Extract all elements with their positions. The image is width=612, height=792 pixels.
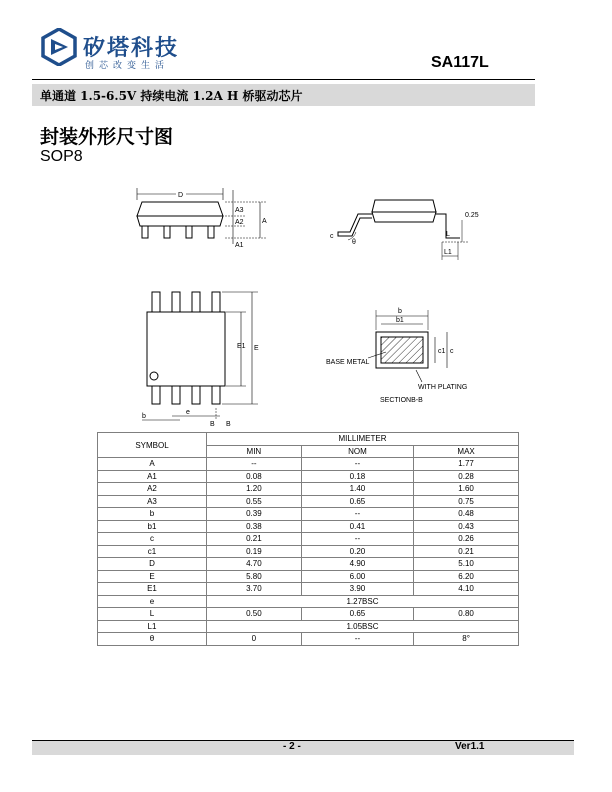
version-label: Ver1.1 (455, 741, 485, 752)
symbol-cell: E1 (98, 583, 207, 596)
top-view-drawing (128, 290, 278, 430)
nom-cell: -- (301, 508, 413, 521)
table-row (98, 533, 519, 546)
max-cell: 0.80 (414, 608, 519, 621)
table-row (98, 620, 519, 633)
company-logo (40, 28, 78, 66)
table-row (98, 595, 519, 608)
label-B-right: B (226, 421, 231, 428)
table-row (98, 608, 519, 621)
min-cell: 3.70 (207, 583, 302, 596)
dimension-table-body (98, 458, 519, 646)
table-row (98, 545, 519, 558)
nom-cell: -- (301, 533, 413, 546)
symbol-cell: e (98, 595, 207, 608)
max-cell: 0.28 (414, 470, 519, 483)
label-D: D (178, 192, 184, 199)
side-lead (164, 226, 170, 238)
section-title: 封装外形尺寸图 (40, 126, 174, 148)
label-B-left: B (210, 421, 215, 428)
end-lead-left (338, 214, 372, 236)
label-L: L (446, 231, 450, 238)
bsc-cell: 1.27BSC (207, 595, 519, 608)
side-lead (186, 226, 192, 238)
nom-cell: -- (301, 458, 413, 471)
nom-cell: 1.40 (301, 483, 413, 496)
col-min-header: MIN (207, 445, 302, 458)
max-cell: 5.10 (414, 558, 519, 571)
unit-header: MILLIMETER (207, 433, 519, 446)
min-cell: 0.19 (207, 545, 302, 558)
nom-cell: 0.65 (301, 495, 413, 508)
min-cell: 0.50 (207, 608, 302, 621)
label-base-metal: BASE METAL (326, 359, 370, 366)
base-metal (381, 337, 423, 363)
table-row (98, 583, 519, 596)
min-cell: 0.39 (207, 508, 302, 521)
label-section-c: c (450, 348, 454, 355)
symbol-cell: c (98, 533, 207, 546)
nom-cell: 0.18 (301, 470, 413, 483)
max-cell: 0.21 (414, 545, 519, 558)
side-lead (208, 226, 214, 238)
max-cell: 6.20 (414, 570, 519, 583)
side-view-drawing (128, 182, 278, 254)
table-row (98, 558, 519, 571)
company-name: 矽塔科技 (83, 36, 180, 61)
footer-bar (32, 740, 574, 755)
table-row (98, 470, 519, 483)
col-nom-header: NOM (301, 445, 413, 458)
header-divider (32, 79, 535, 80)
label-section-name: SECTIONB-B (380, 397, 423, 404)
symbol-cell: c1 (98, 545, 207, 558)
company-slogan: 创芯改变生活 (85, 61, 170, 71)
symbol-header: SYMBOL (98, 433, 207, 458)
package-name: SOP8 (40, 148, 83, 165)
nom-cell: 6.00 (301, 570, 413, 583)
end-view-drawing (328, 190, 488, 262)
symbol-cell: L1 (98, 620, 207, 633)
table-row (98, 495, 519, 508)
min-cell: -- (207, 458, 302, 471)
max-cell: 1.60 (414, 483, 519, 496)
table-row (98, 520, 519, 533)
page-number: - 2 - (283, 741, 301, 752)
label-c1: c1 (438, 348, 446, 355)
symbol-cell: θ (98, 633, 207, 646)
min-cell: 0.08 (207, 470, 302, 483)
table-row (98, 633, 519, 646)
label-b: b (142, 413, 146, 420)
symbol-cell: A1 (98, 470, 207, 483)
nom-cell: -- (301, 633, 413, 646)
symbol-cell: A (98, 458, 207, 471)
nom-cell: 0.20 (301, 545, 413, 558)
table-row (98, 483, 519, 496)
min-cell: 1.20 (207, 483, 302, 496)
label-A1: A1 (235, 242, 244, 249)
doc-subtitle: 单通道 1.5-6.5V 持续电流 1.2A H 桥驱动芯片 (40, 89, 303, 103)
symbol-cell: b (98, 508, 207, 521)
pin1-marker (150, 372, 158, 380)
max-cell: 0.26 (414, 533, 519, 546)
min-cell: 0 (207, 633, 302, 646)
label-theta: θ (352, 239, 356, 246)
nom-cell: 3.90 (301, 583, 413, 596)
side-body-bottom (137, 216, 223, 226)
max-cell: 4.10 (414, 583, 519, 596)
label-A2: A2 (235, 219, 244, 226)
model-number: SA117L (431, 54, 489, 71)
section-view-drawing (320, 300, 490, 410)
label-L1: L1 (444, 249, 452, 256)
max-cell: 8° (414, 633, 519, 646)
min-cell: 5.80 (207, 570, 302, 583)
label-A3: A3 (235, 207, 244, 214)
table-row (98, 508, 519, 521)
symbol-cell: D (98, 558, 207, 571)
label-b1: b1 (396, 317, 404, 324)
label-gauge: 0.25 (465, 212, 479, 219)
label-E: E (254, 345, 259, 352)
col-max-header: MAX (414, 445, 519, 458)
dimension-table (97, 432, 519, 646)
symbol-cell: b1 (98, 520, 207, 533)
ic-body (147, 312, 225, 386)
nom-cell: 0.41 (301, 520, 413, 533)
bsc-cell: 1.05BSC (207, 620, 519, 633)
min-cell: 4.70 (207, 558, 302, 571)
min-cell: 0.55 (207, 495, 302, 508)
max-cell: 0.48 (414, 508, 519, 521)
table-row (98, 458, 519, 471)
side-body-top (137, 202, 223, 216)
min-cell: 0.21 (207, 533, 302, 546)
nom-cell: 4.90 (301, 558, 413, 571)
symbol-cell: E (98, 570, 207, 583)
nom-cell: 0.65 (301, 608, 413, 621)
max-cell: 1.77 (414, 458, 519, 471)
symbol-cell: A3 (98, 495, 207, 508)
min-cell: 0.38 (207, 520, 302, 533)
label-c: c (330, 233, 334, 240)
label-with-plating: WITH PLATING (418, 384, 468, 391)
symbol-cell: A2 (98, 483, 207, 496)
label-A: A (262, 218, 267, 225)
symbol-cell: L (98, 608, 207, 621)
max-cell: 0.43 (414, 520, 519, 533)
label-section-b: b (398, 308, 402, 315)
label-e: e (186, 409, 190, 416)
label-E1: E1 (237, 343, 246, 350)
side-lead (142, 226, 148, 238)
max-cell: 0.75 (414, 495, 519, 508)
table-row (98, 570, 519, 583)
